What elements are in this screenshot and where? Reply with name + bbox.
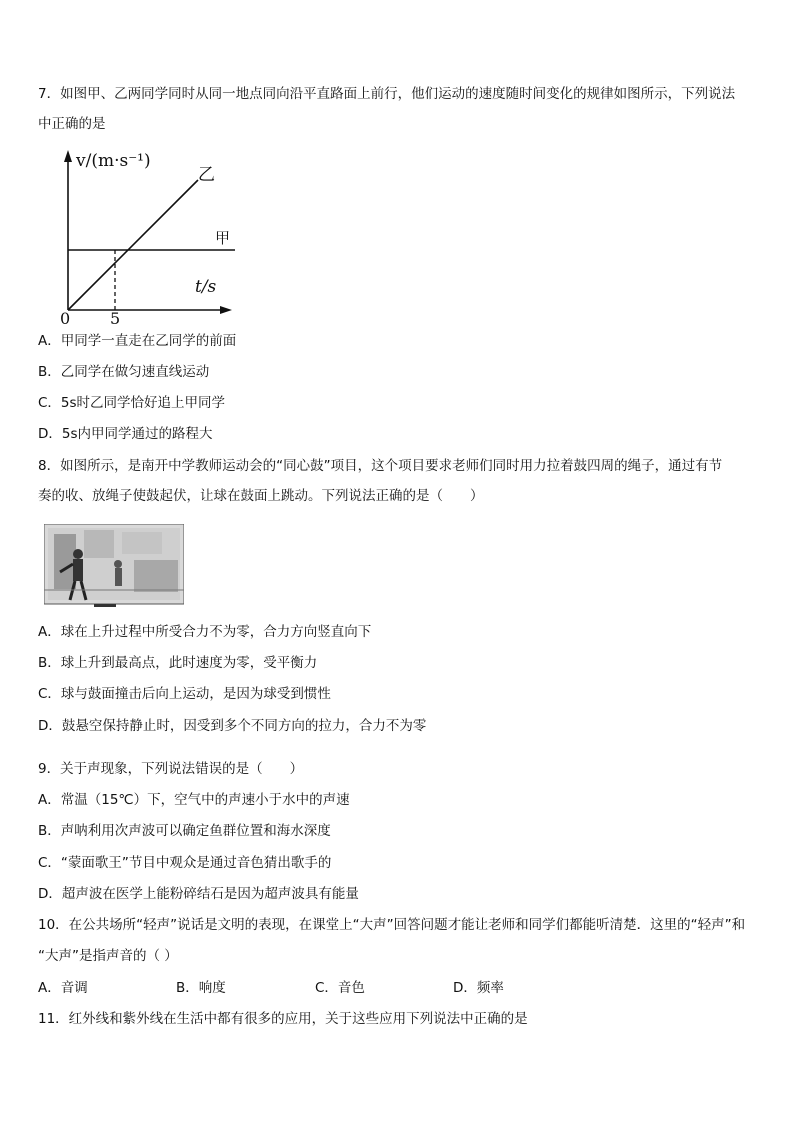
- q8-stem-line2: 奏的收、放绳子使鼓起伏，让球在鼓面上跳动。下列说法正确的是（ ）: [38, 488, 484, 504]
- y-axis-label: v/(m·s⁻¹): [76, 151, 151, 171]
- jia-label: 甲: [215, 229, 231, 247]
- q9-option-c: C．“蒙面歌王”节目中观众是通过音色猜出歌手的: [38, 855, 332, 871]
- q10-option-a: A．音调: [38, 980, 88, 996]
- y-axis-arrow: [64, 150, 72, 162]
- drum-game-photo: [44, 524, 184, 608]
- q8-stem-line1: 8．如图所示，是南开中学教师运动会的“同心鼓”项目，这个项目要求老师们同时用力拉着鼓四周的绳子，通过有节: [38, 458, 723, 474]
- q10-option-b: B．响度: [176, 980, 226, 996]
- q7-option-b: B．乙同学在做匀速直线运动: [38, 364, 210, 380]
- q8-option-a: A．球在上升过程中所受合力不为零，合力方向竖直向下: [38, 624, 372, 640]
- yi-line: [68, 180, 198, 310]
- x-axis-arrow: [220, 306, 232, 314]
- yi-label: 乙: [198, 165, 215, 185]
- q7-stem-line1: 7．如图甲、乙两同学同时从同一地点同向沿平直路面上前行，他们运动的速度随时间变化的规律如图所示，下列说法: [38, 86, 736, 102]
- q10-option-c: C．音色: [315, 980, 365, 996]
- q7-option-c: C．5s时乙同学恰好追上甲同学: [38, 395, 226, 411]
- q9-option-d: D．超声波在医学上能粉碎结石是因为超声波具有能量: [38, 886, 359, 902]
- origin-label: 0: [60, 309, 71, 325]
- velocity-time-graph: [40, 140, 280, 325]
- q9-option-a: A．常温（15℃）下，空气中的声速小于水中的声速: [38, 792, 350, 808]
- q8-option-b: B．球上升到最高点，此时速度为零，受平衡力: [38, 655, 318, 671]
- q7-option-d: D．5s内甲同学通过的路程大: [38, 426, 213, 442]
- q7-stem-line2: 中正确的是: [38, 116, 106, 132]
- q10-stem-line1: 10．在公共场所“轻声”说话是文明的表现，在课堂上“大声”回答问题才能让老师和同学们都能听清楚．这里的“轻声”和: [38, 917, 746, 933]
- q7-option-a: A．甲同学一直走在乙同学的前面: [38, 333, 237, 349]
- q10-option-d: D．频率: [453, 980, 504, 996]
- q10-stem-line2: “大声”是指声音的（ ）: [38, 948, 178, 964]
- q8-option-c: C．球与鼓面撞击后向上运动，是因为球受到惯性: [38, 686, 331, 702]
- tick-5-label: 5: [110, 309, 121, 325]
- x-axis-label: t/s: [195, 277, 217, 297]
- q9-option-b: B．声呐利用次声波可以确定鱼群位置和海水深度: [38, 823, 331, 839]
- q11-stem: 11．红外线和紫外线在生活中都有很多的应用，关于这些应用下列说法中正确的是: [38, 1011, 528, 1027]
- q8-option-d: D．鼓悬空保持静止时，因受到多个不同方向的拉力，合力不为零: [38, 718, 427, 734]
- q9-stem: 9．关于声现象，下列说法错误的是（ ）: [38, 761, 304, 777]
